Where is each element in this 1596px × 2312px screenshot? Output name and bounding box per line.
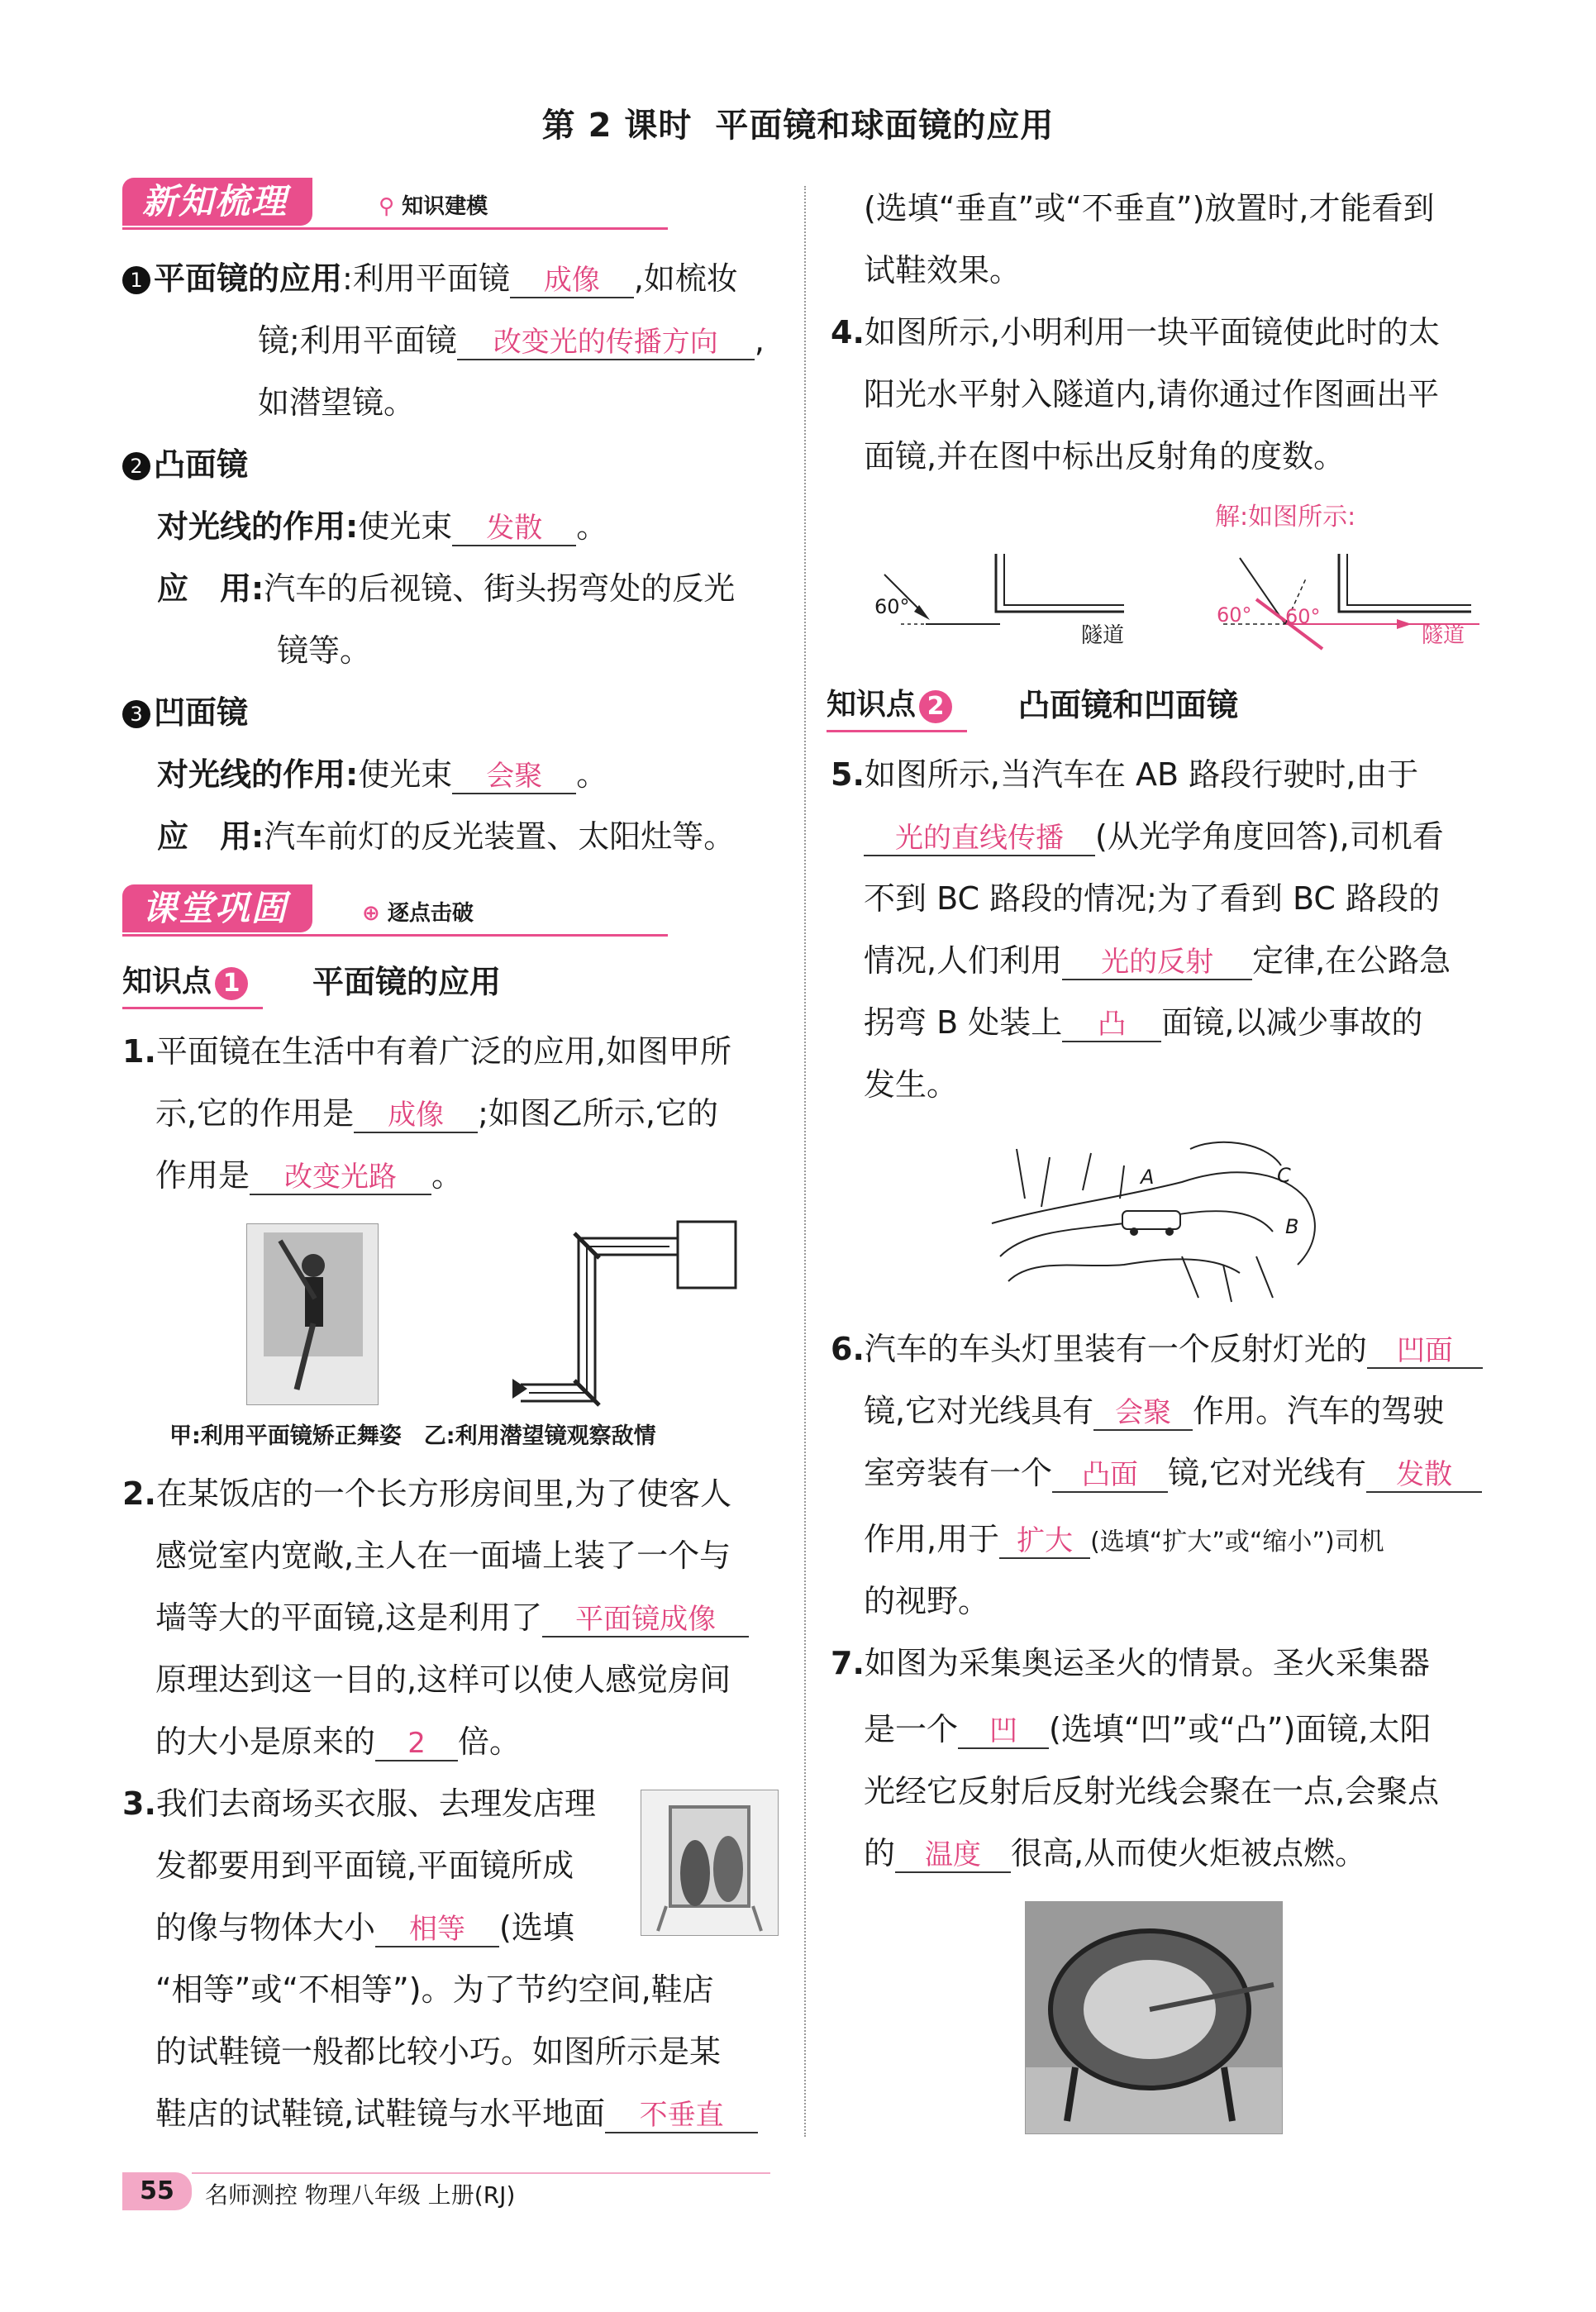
banner-subtitle: ⚲ 知识建模 bbox=[379, 194, 488, 219]
angle-label: 60° bbox=[1217, 603, 1252, 627]
section-banner-classroom bbox=[122, 884, 668, 937]
q6-line4: 作用,用于 扩大 (选填“扩大”或“缩小”)司机 bbox=[864, 1521, 1384, 1557]
q7-line1: 7.如图为采集奥运圣火的情景。圣火采集器 bbox=[831, 1645, 1430, 1681]
page-title bbox=[0, 99, 1596, 146]
q5-line2: 光的直线传播 (从光学角度回答),司机看 bbox=[864, 806, 1444, 868]
lesson-number: 第 2 课时 bbox=[541, 107, 693, 145]
banner-tag: 课堂巩固 bbox=[122, 884, 312, 932]
knowledge-point-2: 知识点 2 凸面镜和凹面镜 bbox=[827, 682, 1471, 732]
q3-line7: (选填“垂直”或“不垂直”)放置时,才能看到 bbox=[864, 190, 1435, 226]
answer-blank: 成像 bbox=[510, 264, 634, 298]
q1-line1: 1.平面镜在生活中有着广泛的应用,如图甲所 bbox=[122, 1033, 731, 1070]
q3-line4: “相等”或“不相等”)。为了节约空间,鞋店 bbox=[155, 1971, 714, 2008]
q7-line3: 光经它反射后反射光线会聚在一点,会聚点 bbox=[864, 1773, 1440, 1809]
q2-line1: 2.在某饭店的一个长方形房间里,为了使客人 bbox=[122, 1475, 731, 1512]
banner-tag: 新知梳理 bbox=[122, 178, 312, 226]
q6-line5: 的视野。 bbox=[864, 1583, 990, 1619]
figure-caption: 甲:利用平面镜矫正舞姿 乙:利用潜望镜观察敌情 bbox=[169, 1423, 656, 1449]
tunnel-label: 隧道 bbox=[1422, 623, 1465, 648]
point-c-label: C bbox=[1277, 1164, 1291, 1187]
q4-line1: 4.如图所示,小明利用一块平面镜使此时的太 bbox=[831, 314, 1440, 350]
q7-line2: 是一个 凹 (选填“凹”或“凸”)面镜,太阳 bbox=[864, 1711, 1432, 1747]
q1-line2: 示,它的作用是 成像 ;如图乙所示,它的 bbox=[155, 1095, 718, 1132]
page-number: 55 bbox=[122, 2172, 192, 2210]
q6-line3: 室旁装有一个 凸面 镜,它对光线有 发散 bbox=[864, 1442, 1482, 1504]
q3-line6: 鞋店的试鞋镜,试鞋镜与水平地面 不垂直 bbox=[155, 2083, 758, 2145]
answer-blank: 改变光的传播方向 bbox=[457, 326, 755, 360]
shoe-mirror-photo bbox=[641, 1790, 779, 1936]
number-badge: 1 bbox=[122, 266, 150, 294]
q4-line2: 阳光水平射入隧道内,请你通过作图画出平 bbox=[864, 376, 1440, 412]
tunnel-label: 隧道 bbox=[1081, 623, 1125, 648]
point-b-label: B bbox=[1285, 1215, 1299, 1238]
section-banner-new-knowledge bbox=[122, 178, 668, 231]
q2-line4: 原理达到这一目的,这样可以使人感觉房间 bbox=[155, 1661, 731, 1698]
k2-application-cont: 镜等。 bbox=[277, 632, 372, 669]
q2-line5: 的大小是原来的 2 倍。 bbox=[155, 1723, 522, 1760]
knowledge-point-1: 知识点 1 平面镜的应用 bbox=[122, 959, 701, 1008]
q3-line2: 发都要用到平面镜,平面镜所成 bbox=[155, 1847, 574, 1884]
k1-line1: 1 平面镜的应用:利用平面镜 成像 ,如梳妆 bbox=[122, 248, 738, 310]
k2-heading: 2 凸面镜 bbox=[122, 434, 248, 496]
k3-effect: 对光线的作用:使光束 会聚 。 bbox=[157, 756, 608, 793]
q5-line3: 不到 BC 路段的情况;为了看到 BC 路段的 bbox=[864, 880, 1440, 917]
k2-application: 应 用:汽车的后视镜、街头拐弯处的反光 bbox=[157, 570, 736, 607]
q5-line5: 拐弯 B 处装上 凸 面镜,以减少事故的 bbox=[864, 1004, 1423, 1041]
q3-line3: 的像与物体大小 相等 (选填 bbox=[155, 1909, 574, 1946]
q6-line1: 6.汽车的车头灯里装有一个反射灯光的 凹面 bbox=[831, 1318, 1483, 1380]
periscope-diagram bbox=[504, 1215, 744, 1409]
book-title: 名师测控 物理八年级 上册(RJ) bbox=[205, 2181, 516, 2209]
lesson-name: 平面镜和球面镜的应用 bbox=[715, 107, 1055, 145]
q6-line2: 镜,它对光线具有 会聚 作用。汽车的驾驶 bbox=[864, 1393, 1445, 1429]
q4-answer-label: 解:如图所示: bbox=[1215, 503, 1356, 532]
q4-line3: 面镜,并在图中标出反射角的度数。 bbox=[864, 438, 1346, 474]
target-icon: ⊕ bbox=[362, 901, 380, 926]
q2-line3: 墙等大的平面镜,这是利用了 平面镜成像 bbox=[155, 1587, 749, 1649]
q5-line6: 发生。 bbox=[864, 1066, 959, 1103]
q4-answer-diagram bbox=[1207, 546, 1504, 661]
q7-line4: 的 温度 很高,从而使火炬被点燃。 bbox=[864, 1835, 1367, 1871]
angle-label: 60° bbox=[1285, 605, 1321, 628]
k1-line3: 如潜望镜。 bbox=[258, 384, 416, 421]
q3-line5: 的试鞋镜一般都比较小巧。如图所示是某 bbox=[155, 2033, 722, 2070]
search-icon: ⚲ bbox=[379, 194, 395, 219]
column-divider bbox=[804, 186, 806, 2137]
point-a-label: A bbox=[1141, 1166, 1155, 1189]
ballet-mirror-photo bbox=[246, 1223, 379, 1405]
k3-heading: 3 凹面镜 bbox=[122, 682, 248, 744]
k3-application: 应 用:汽车前灯的反光装置、太阳灶等。 bbox=[157, 818, 736, 855]
angle-label: 60° bbox=[874, 595, 910, 618]
q5-line1: 5.如图所示,当汽车在 AB 路段行驶时,由于 bbox=[831, 756, 1419, 793]
road-sketch bbox=[984, 1132, 1339, 1310]
olympic-flame-collector-photo bbox=[1025, 1901, 1283, 2134]
k1-line2: 镜;利用平面镜 改变光的传播方向 , bbox=[258, 322, 765, 359]
q4-problem-diagram bbox=[868, 546, 1141, 653]
banner-subtitle: ⊕ 逐点击破 bbox=[362, 901, 474, 926]
q5-line4: 情况,人们利用 光的反射 定律,在公路急 bbox=[864, 942, 1451, 979]
q3-line8: 试鞋效果。 bbox=[864, 252, 1022, 288]
q3-line1: 3.我们去商场买衣服、去理发店理 bbox=[122, 1785, 596, 1822]
q1-line3: 作用是 改变光路 。 bbox=[155, 1157, 464, 1194]
k2-effect: 对光线的作用:使光束 发散 。 bbox=[157, 508, 608, 545]
q2-line2: 感觉室内宽敞,主人在一面墙上装了一个与 bbox=[155, 1537, 731, 1574]
